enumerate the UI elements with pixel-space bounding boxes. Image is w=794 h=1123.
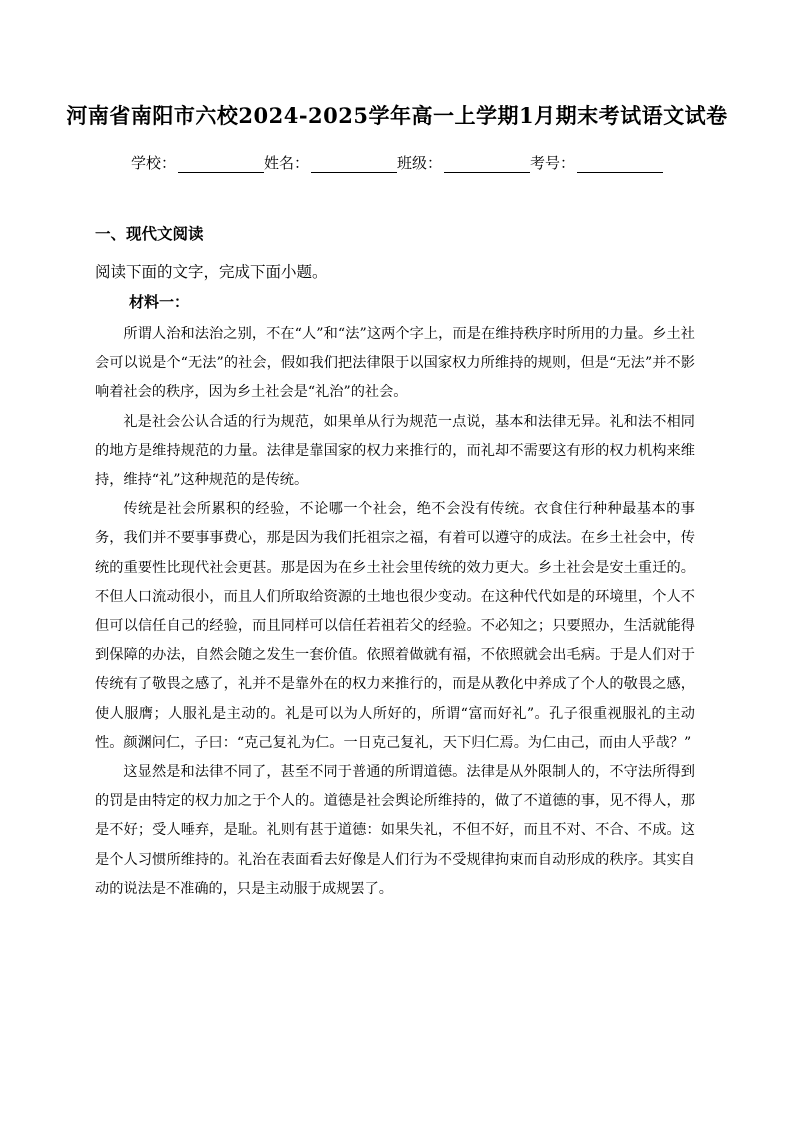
paragraph: 传统是社会所累积的经验，不论哪一个社会，绝不会没有传统。衣食住行种种最基本的事务，我们并不要事事费心，那是因为我们托祖宗之福，有着可以遵守的成法。在乡土社会中，传统的重要性比现代社会更甚。那是因为在乡土社会里传统的效力更大。乡土社会是安土重迁的。不但人口流动很小，而且人们所取给资源的土地也很少变动。在这种代代如是的环境里，个人不但可以信任自己的经验，而且同样可以信任若祖若父的经验。不必知之；只要照办，生活就能得到保障的办法，自然会随之发生一套价值。依照着做就有福，不依照就会出毛病。于是人们对于传统有了敬畏之感了，礼并不是靠外在的权力来推行的，而是从教化中养成了个人的敬畏之感，使人服膺；人服礼是主动的。礼是可以为人所好的，所谓“富而好礼”。孔子很重视服礼的主动性。颜渊问仁，子曰：“克己复礼为仁。一日克己复礼，天下归仁焉。为仁由己，而由人乎哉？” bbox=[95, 501, 695, 751]
reading-instruction: 阅读下面的文字，完成下面小题。 bbox=[95, 263, 328, 281]
paragraph: 礼是社会公认合适的行为规范，如果单从行为规范一点说，基本和法律无异。礼和法不相同的地方是维持规范的力量。法律是靠国家的权力来推行的，而礼却不需要这有形的权力机构来维持，维持“礼”这种规范的是传统。 bbox=[95, 413, 695, 489]
section-title: 一、现代文阅读 bbox=[95, 225, 204, 243]
paragraph: 所谓人治和法治之别，不在“人”和“法”这两个字上，而是在维持秩序时所用的力量。乡土社会可以说是个“无法”的社会，假如我们把法律限于以国家权力所维持的规则，但是“无法”并不影响着社会的秩序，因为乡土社会是“礼治”的社会。 bbox=[95, 326, 695, 401]
material-label: 材料一： bbox=[129, 293, 190, 311]
name-label: 姓名： bbox=[263, 154, 309, 172]
exam-number-blank[interactable] bbox=[577, 156, 663, 173]
name-blank[interactable] bbox=[311, 156, 397, 173]
school-label: 学校： bbox=[130, 154, 176, 172]
school-blank[interactable] bbox=[178, 156, 264, 173]
exam-number-field[interactable] bbox=[530, 152, 663, 173]
passage-body bbox=[95, 320, 695, 904]
class-blank[interactable] bbox=[444, 156, 530, 173]
class-label: 班级： bbox=[397, 154, 443, 172]
student-info-fields bbox=[0, 152, 794, 173]
paragraph: 这显然是和法律不同了，甚至不同于普通的所谓道德。法律是从外限制人的，不守法所得到的罚是由特定的权力加之于个人的。道德是社会舆论所维持的，做了不道德的事，见不得人，那是不好；受人唾弃，是耻。礼则有甚于道德：如果失礼，不但不好，而且不对、不合、不成。这是个人习惯所维持的。礼治在表面看去好像是人们行为不受规律拘束而自动形成的秩序。其实自动的说法是不准确的，只是主动服于成规罢了。 bbox=[95, 764, 695, 897]
exam-title: 河南省南阳市六校2024-2025学年高一上学期1月期末考试语文试卷 bbox=[66, 103, 728, 128]
school-field[interactable] bbox=[131, 152, 264, 173]
exam-number-label: 考号： bbox=[530, 154, 576, 172]
name-field[interactable] bbox=[264, 152, 397, 173]
class-field[interactable] bbox=[397, 152, 530, 173]
